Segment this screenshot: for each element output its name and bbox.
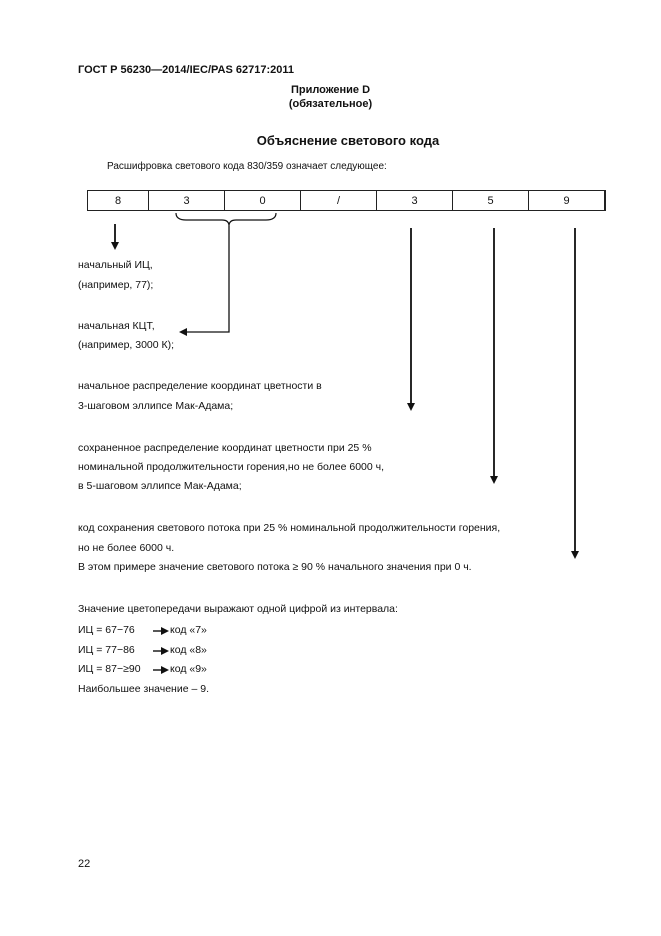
- maintained-chroma-line-2: номинальной продолжительности горения,но не более 6000 ч,: [78, 461, 385, 473]
- arrow-cct: [183, 226, 229, 332]
- intro-text: Расшифровка светового кода 830/359 означает следующее:: [107, 161, 387, 172]
- code-cell-5: 3: [377, 191, 453, 211]
- lumen-code-line-1: код сохранения светового потока при 25 % номинальной продолжительности горения,: [78, 522, 501, 534]
- initial-chroma-line-1: начальное распределение координат цветности в: [78, 380, 322, 392]
- brace-cct: [176, 213, 276, 226]
- cct-line-2: (например, 3000 К);: [78, 339, 175, 351]
- ic-line-2: (например, 77);: [78, 279, 154, 291]
- code-cell-7: 9: [529, 191, 606, 211]
- code-cell-6: 5: [453, 191, 529, 211]
- appendix-kind: (обязательное): [288, 98, 373, 110]
- cri-intro: Значение цветопередачи выражают одной цифрой из интервала:: [78, 603, 398, 615]
- appendix-label: Приложение D: [290, 84, 371, 96]
- cri-code-9: код «9»: [170, 663, 207, 675]
- code-cell-1: 8: [88, 191, 149, 211]
- lumen-code-line-3: В этом примере значение светового потока ≥ 90 % начального значения при 0 ч.: [78, 561, 472, 573]
- cri-code-7: код «7»: [170, 624, 207, 636]
- page-title: Объяснение светового кода: [256, 133, 440, 148]
- standard-header: ГОСТ Р 56230—2014/IEC/PAS 62717:2011: [78, 64, 294, 76]
- maintained-chroma-line-1: сохраненное распределение координат цветности при 25 %: [78, 442, 372, 454]
- ic-line-1: начальный ИЦ,: [78, 259, 153, 271]
- cri-range-7: ИЦ = 67−76: [78, 624, 135, 636]
- cri-range-8: ИЦ = 77−86: [78, 644, 135, 656]
- cri-range-9: ИЦ = 87−≥90: [78, 663, 141, 675]
- code-cell-2: 3: [149, 191, 225, 211]
- cct-line-1: начальная КЦТ,: [78, 320, 155, 332]
- page-number: 22: [78, 858, 91, 870]
- code-cell-3: 0: [225, 191, 301, 211]
- cri-code-8: код «8»: [170, 644, 207, 656]
- code-cell-4: /: [301, 191, 377, 211]
- lumen-code-line-2: но не более 6000 ч.: [78, 542, 175, 554]
- maintained-chroma-line-3: в 5-шаговом эллипсе Мак-Адама;: [78, 480, 242, 492]
- initial-chroma-line-2: 3-шаговом эллипсе Мак-Адама;: [78, 400, 234, 412]
- cri-max: Наибольшее значение – 9.: [78, 683, 209, 695]
